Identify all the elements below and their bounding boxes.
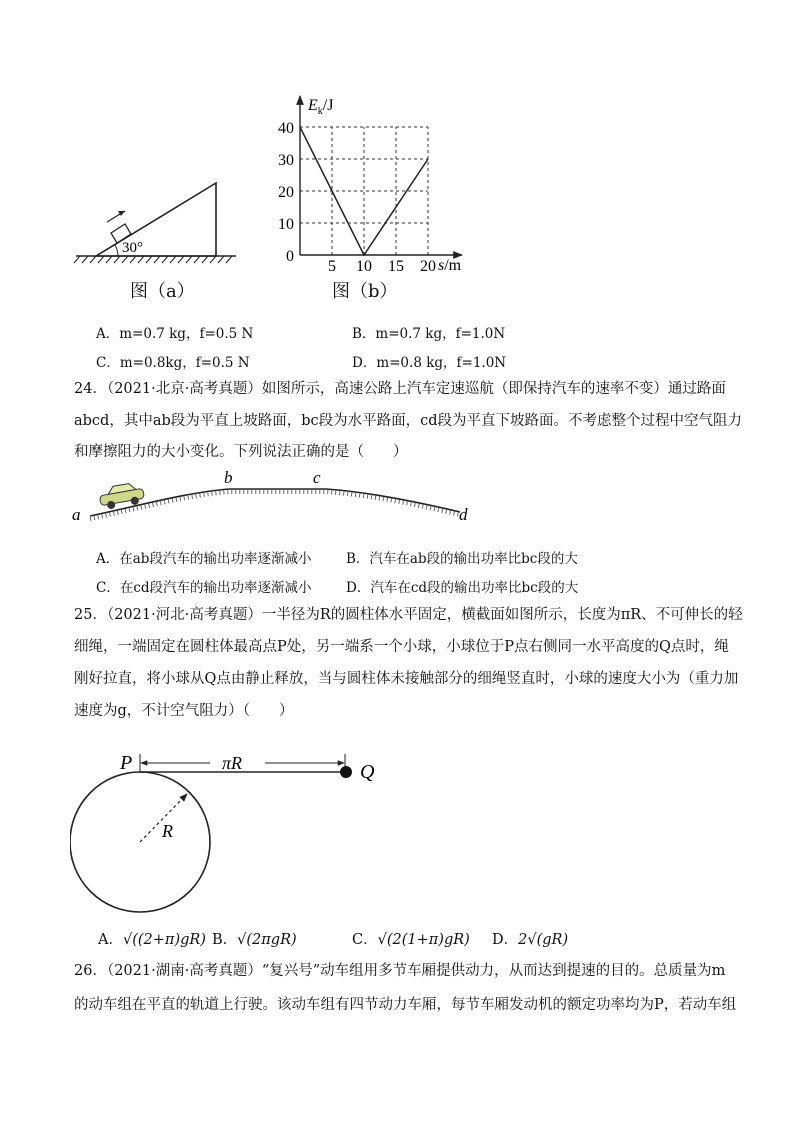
angle-arc bbox=[115, 245, 118, 256]
y-tick-label: 40 bbox=[278, 120, 294, 137]
hatch-mark bbox=[186, 256, 192, 263]
hatch-mark bbox=[130, 256, 136, 263]
label-r: R bbox=[162, 821, 173, 841]
q25-stem-line3: 刚好拉直，将小球从Q点由静止释放，当与圆柱体未接触部分的细绳竖直时，小球的速度大小为（重力加 bbox=[74, 671, 739, 687]
road-label-c: c bbox=[313, 468, 321, 487]
hatch-mark bbox=[98, 256, 104, 263]
y-tick-labels bbox=[278, 120, 294, 265]
road-label-a: a bbox=[72, 505, 81, 524]
hatch-mark bbox=[218, 256, 224, 263]
chart-grid bbox=[300, 127, 428, 255]
figure-a-caption: 图（a） bbox=[130, 281, 195, 302]
y-tick-label: 30 bbox=[278, 152, 294, 169]
hatch-mark bbox=[122, 256, 128, 263]
car-icon bbox=[98, 481, 145, 510]
q25-option-a-expr: √((2+π)gR) bbox=[122, 932, 206, 948]
y-tick-label: 0 bbox=[286, 248, 294, 265]
road-surface bbox=[90, 489, 460, 516]
q26-stem-line2: 的动车组在平直的轨道上行驶。该动车组有四节动力车厢，每节车厢发动机的额定功率均为P，若动车组 bbox=[74, 997, 737, 1013]
x-tick-label: 5 bbox=[328, 258, 336, 275]
x-tick-label: 15 bbox=[388, 258, 404, 275]
angle-label: 30° bbox=[122, 240, 143, 256]
q25-stem-line2: 细绳，一端固定在圆柱体最高点P处，另一端系一个小球，小球位于P点右侧同一水平高度的Q点时，绳 bbox=[74, 639, 729, 655]
hatch-mark bbox=[146, 256, 152, 263]
q25-stem-line1: 25．（2021·河北·高考真题）一半径为R的圆柱体水平固定，横截面如图所示，长度为πR、不可伸长的轻 bbox=[74, 607, 743, 623]
x-tick-label: 20 bbox=[420, 258, 436, 275]
q23-option-c[interactable]: C．m=0.8kg，f=0.5 N bbox=[96, 355, 250, 371]
q25-option-d[interactable] bbox=[492, 928, 568, 949]
q23-option-a[interactable]: A．m=0.7 kg，f=0.5 N bbox=[96, 326, 254, 342]
length-label: πR bbox=[222, 753, 243, 773]
q24-road-figure bbox=[68, 468, 488, 528]
ball-q bbox=[340, 766, 352, 778]
y-axis-label: $E_k/J$ bbox=[308, 97, 334, 117]
road-hatching bbox=[90, 492, 460, 519]
label-p: P bbox=[120, 752, 133, 774]
q24-option-d[interactable]: D．汽车在cd段的输出功率比bc段的大 bbox=[346, 580, 579, 596]
hatch-mark bbox=[202, 256, 208, 263]
figure-b-chart bbox=[270, 90, 480, 280]
q23-option-b[interactable]: B．m=0.7 kg，f=1.0N bbox=[352, 326, 506, 342]
q25-option-b[interactable] bbox=[212, 928, 297, 949]
x-axis-label: s/m bbox=[438, 257, 462, 274]
figure-a-incline bbox=[70, 170, 250, 265]
hatch-mark bbox=[162, 256, 168, 263]
hatch-mark bbox=[114, 256, 120, 263]
q25-option-c-expr: √(2(1+π)gR) bbox=[377, 932, 470, 948]
x-tick-label: 10 bbox=[356, 258, 372, 275]
y-tick-label: 20 bbox=[278, 184, 294, 201]
hatch-mark bbox=[74, 256, 80, 263]
hatch-mark bbox=[90, 256, 96, 263]
q24-option-b[interactable]: B．汽车在ab段的输出功率比bc段的大 bbox=[346, 551, 578, 567]
hatch-mark bbox=[226, 256, 232, 263]
q25-option-c-prefix: C． bbox=[352, 932, 378, 948]
hatch-mark bbox=[106, 256, 112, 263]
hatch-mark bbox=[210, 256, 216, 263]
q24-stem-line2: abcd，其中ab段为平直上坡路面，bc段为水平路面，cd段为平直下坡路面。不考虑整个过程中空气阻力 bbox=[74, 413, 743, 429]
q25-option-b-expr: √(2πgR) bbox=[237, 932, 297, 948]
q23-option-d[interactable]: D．m=0.8 kg，f=1.0N bbox=[352, 355, 507, 371]
q25-option-b-prefix: B． bbox=[212, 932, 238, 948]
ground-hatching bbox=[74, 256, 236, 263]
q25-option-d-prefix: D． bbox=[492, 932, 519, 948]
hatch-mark bbox=[194, 256, 200, 263]
q25-stem-line4: 速度为g，不计空气阻力）（ ） bbox=[74, 703, 294, 719]
hatch-mark bbox=[170, 256, 176, 263]
q24-option-a[interactable]: A．在ab段汽车的输出功率逐渐减小 bbox=[96, 551, 312, 567]
q25-option-a[interactable] bbox=[98, 928, 206, 949]
block-on-incline bbox=[107, 211, 131, 243]
q25-option-a-prefix: A． bbox=[98, 932, 123, 948]
y-tick-label: 10 bbox=[278, 216, 294, 233]
label-q: Q bbox=[360, 761, 375, 783]
road-label-d: d bbox=[459, 505, 468, 524]
q26-stem-line1: 26．（2021·湖南·高考真题）“复兴号”动车组用多节车厢提供动力，从而达到提速的目的。总质量为m bbox=[74, 963, 726, 979]
hatch-mark bbox=[138, 256, 144, 263]
hatch-mark bbox=[82, 256, 88, 263]
hatch-mark bbox=[154, 256, 160, 263]
q24-stem-line1: 24．（2021·北京·高考真题）如图所示，高速公路上汽车定速巡航（即保持汽车的速率不变）通过路面 bbox=[74, 381, 726, 397]
x-tick-labels bbox=[328, 258, 436, 275]
q24-stem-line3: 和摩擦阻力的大小变化。下列说法正确的是（ ） bbox=[74, 444, 408, 460]
hatch-mark bbox=[178, 256, 184, 263]
q24-option-c[interactable]: C．在cd段汽车的输出功率逐渐减小 bbox=[96, 580, 312, 596]
q25-cylinder-figure bbox=[70, 740, 400, 915]
road-label-b: b bbox=[224, 468, 233, 487]
incline-wedge bbox=[96, 183, 216, 256]
q25-option-d-expr: 2√(gR) bbox=[518, 932, 569, 948]
figure-b-caption: 图（b） bbox=[332, 281, 398, 302]
q25-option-c[interactable] bbox=[352, 928, 470, 949]
